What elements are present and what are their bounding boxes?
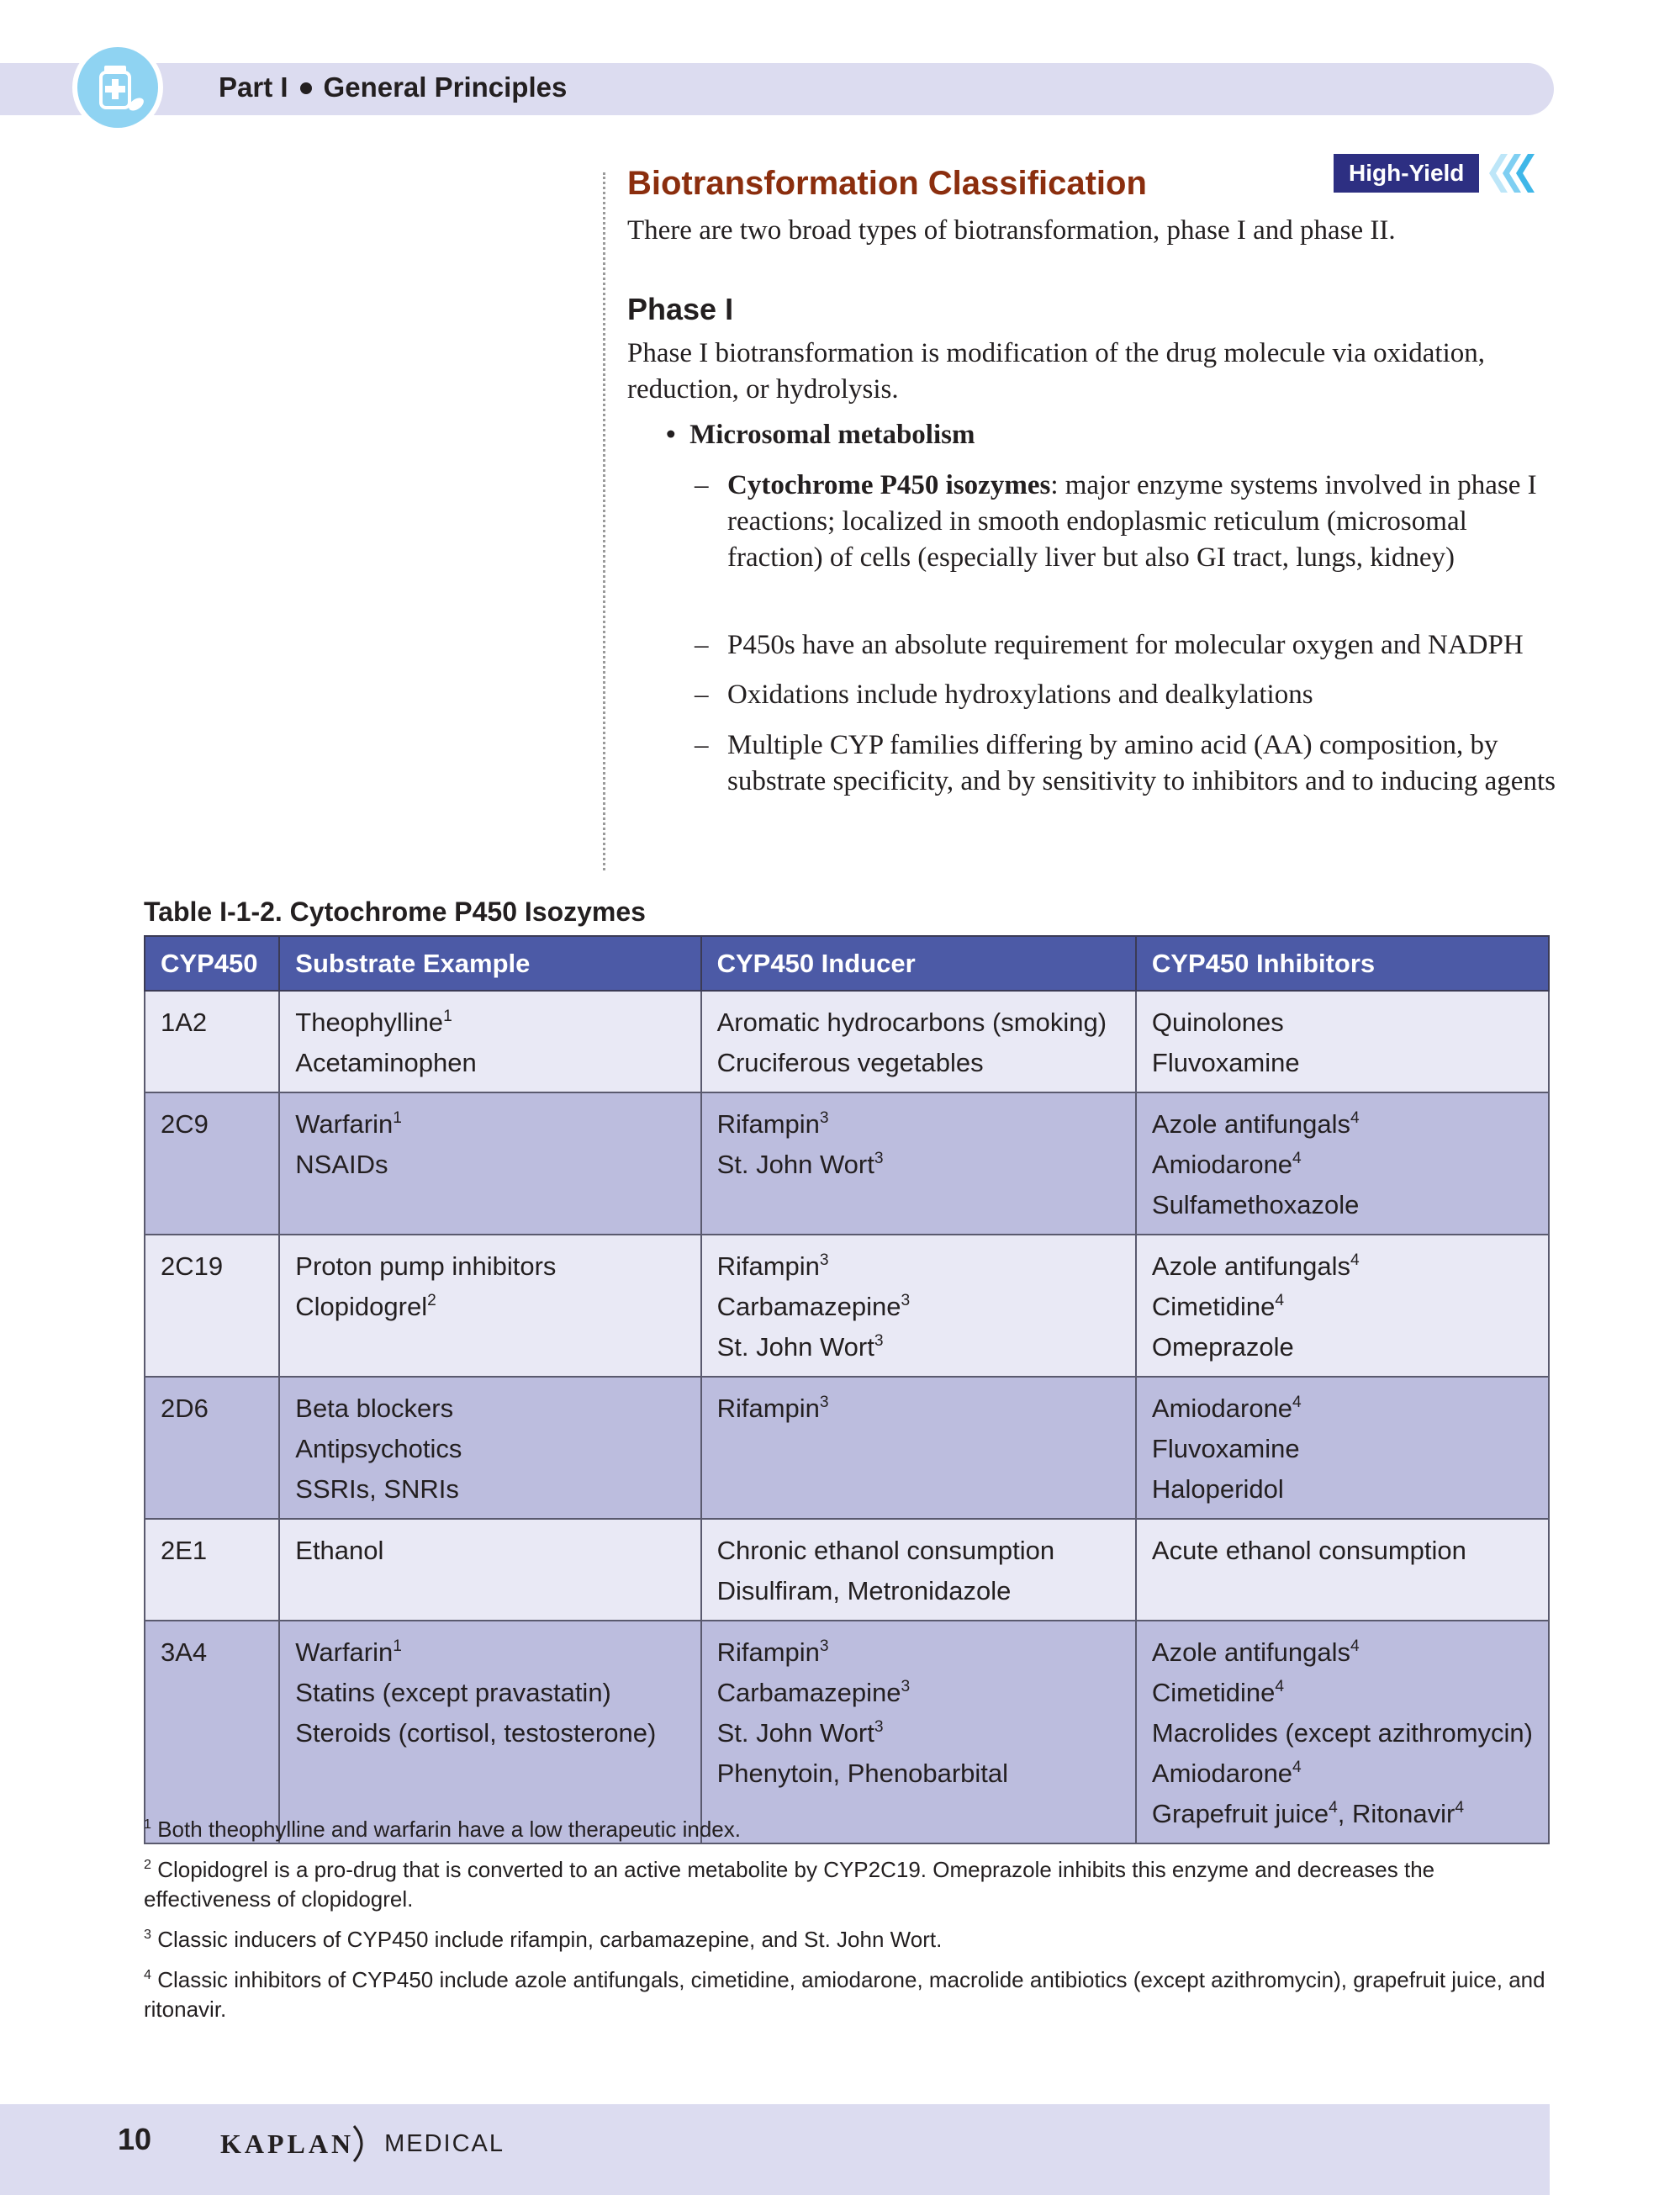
- substrates-cell: [279, 1377, 700, 1519]
- cell-text: Grapefruit juice: [1151, 1799, 1329, 1828]
- cell-text: Warfarin: [295, 1109, 394, 1139]
- cell-line: [717, 1673, 1120, 1713]
- cell-text: Aromatic hydrocarbons (smoking): [716, 1008, 1107, 1037]
- substrates-cell: [279, 1092, 700, 1235]
- cell-text: Omeprazole: [1151, 1332, 1294, 1362]
- substrates-cell: [279, 1235, 700, 1377]
- footnote-text: Classic inhibitors of CYP450 include azole antifungals, cimetidine, amiodarone, macrolide antibiotics (except azithromycin), grapefruit juice, and ritonavir.: [144, 1967, 1545, 2022]
- footnote-text: Both theophylline and warfarin have a low therapeutic index.: [157, 1817, 741, 1842]
- cell-line: [295, 1632, 684, 1673]
- inducers-cell: [701, 1235, 1136, 1377]
- cell-line: [295, 1388, 684, 1429]
- dash-item: – Oxidations include hydroxylations and dealkylations: [695, 677, 1561, 713]
- cyp-cell: 2C19: [145, 1235, 279, 1377]
- cell-line: [717, 1713, 1120, 1753]
- inhibitors-cell: [1136, 1235, 1549, 1377]
- footnote-ref: 3: [819, 1109, 829, 1128]
- substrates-cell: [279, 1519, 700, 1621]
- high-yield-label: High-Yield: [1334, 154, 1479, 193]
- cell-text: St. John Wort: [716, 1150, 874, 1179]
- brand-swoosh-icon: [352, 2124, 371, 2163]
- bullet-dot-icon: [300, 82, 312, 94]
- inhibitors-cell: [1136, 1377, 1549, 1519]
- table-row: [145, 1377, 1549, 1519]
- table-row: [145, 1519, 1549, 1621]
- table-row: [145, 1621, 1549, 1843]
- footnote-number: 4: [144, 1967, 151, 1983]
- cell-text: Acetaminophen: [295, 1048, 477, 1077]
- inducers-cell: [701, 1519, 1136, 1621]
- substrates-cell: [279, 991, 700, 1092]
- footnote-ref: 4: [1350, 1637, 1360, 1656]
- dash-text: Oxidations include hydroxylations and dealkylations: [727, 680, 1313, 710]
- footnote-text: Clopidogrel is a pro-drug that is converted to an active metabolite by CYP2C19. Omeprazole inhibits this enzyme and decreases the effectiveness of clopidogrel.: [144, 1857, 1435, 1912]
- inducers-cell: [701, 991, 1136, 1092]
- cell-line: [295, 1104, 684, 1145]
- high-yield-badge: [1334, 152, 1536, 194]
- cell-text: Warfarin: [295, 1637, 394, 1667]
- footnote-ref: 4: [1275, 1292, 1285, 1310]
- cell-text: Amiodarone: [1151, 1150, 1293, 1179]
- cell-text: Rifampin: [716, 1251, 820, 1281]
- cell-text: Antipsychotics: [295, 1434, 462, 1463]
- footnote-ref: 3: [901, 1678, 911, 1696]
- cell-text: Fluvoxamine: [1151, 1434, 1300, 1463]
- footnote-ref: 4: [1329, 1799, 1338, 1817]
- column-header: CYP450 Inducer: [701, 936, 1136, 991]
- table-row: [145, 991, 1549, 1092]
- cell-text: Haloperidol: [1151, 1474, 1284, 1504]
- cell-line: [717, 1002, 1120, 1043]
- cell-line: [295, 1673, 684, 1713]
- footnote-ref: 3: [819, 1251, 829, 1270]
- cell-line: [1152, 1327, 1533, 1367]
- cell-line: [295, 1429, 684, 1469]
- footnote-ref: 1: [393, 1109, 402, 1128]
- cell-line: [1152, 1469, 1533, 1510]
- dash-item: – Multiple CYP families differing by amino acid (AA) composition, by substrate specificity, and by sensitivity to inhibitors and to inducing agents: [695, 727, 1561, 800]
- page-number: 10: [118, 2122, 152, 2156]
- cell-text: Carbamazepine: [716, 1292, 901, 1321]
- footnote-ref: 4: [1292, 1150, 1302, 1168]
- phase-heading: Phase I: [627, 292, 734, 326]
- part-title: General Principles: [323, 71, 568, 103]
- bullet-label: Microsomal metabolism: [689, 420, 975, 450]
- footnote-number: 3: [144, 1927, 151, 1943]
- cell-line: [1152, 1753, 1533, 1794]
- cell-line: [1152, 1185, 1533, 1225]
- cell-line: [1152, 1429, 1533, 1469]
- inhibitors-cell: [1136, 1519, 1549, 1621]
- cell-line: [717, 1246, 1120, 1287]
- footnote-ref: 3: [819, 1394, 829, 1412]
- intro-paragraph: There are two broad types of biotransformation, phase I and phase II.: [627, 215, 1396, 246]
- inhibitors-cell: [1136, 991, 1549, 1092]
- cell-text: Quinolones: [1151, 1008, 1284, 1037]
- table-body: [145, 991, 1549, 1843]
- cell-line: [1152, 1531, 1533, 1571]
- cell-text: Chronic ethanol consumption: [716, 1536, 1055, 1565]
- cell-line: [295, 1246, 684, 1287]
- column-header: CYP450 Inhibitors: [1136, 936, 1549, 991]
- cell-text: Rifampin: [716, 1394, 820, 1423]
- cell-line: [717, 1327, 1120, 1367]
- section-title: Biotransformation Classification: [627, 165, 1147, 202]
- footnote: [144, 1925, 1550, 1954]
- dash-text: Multiple CYP families differing by amino acid (AA) composition, by substrate specificity, and by sensitivity to inhibitors and to inducing agents: [727, 730, 1556, 796]
- footnote-ref: 3: [874, 1718, 884, 1737]
- medicine-bottle-icon: [72, 42, 163, 133]
- inhibitors-cell: [1136, 1092, 1549, 1235]
- phase-description: Phase I biotransformation is modification of the drug molecule via oxidation, reduction, or hydrolysis.: [627, 338, 1486, 405]
- cell-line: [1152, 1673, 1533, 1713]
- cell-line: [1152, 1246, 1533, 1287]
- bullet-dot: •: [666, 420, 676, 450]
- cell-line: [717, 1388, 1120, 1429]
- chevrons-left-icon: [1482, 152, 1536, 194]
- cell-line: [1152, 1713, 1533, 1753]
- footnote: [144, 1965, 1550, 2024]
- bullet-item: [666, 417, 975, 453]
- cell-text: Macrolides (except azithromycin): [1151, 1718, 1533, 1748]
- cyp-cell: 3A4: [145, 1621, 279, 1843]
- cell-line: [717, 1145, 1120, 1185]
- cell-text: Statins (except pravastatin): [295, 1678, 611, 1707]
- cell-text: St. John Wort: [716, 1718, 874, 1748]
- cell-line: [717, 1632, 1120, 1673]
- header-breadcrumb: [219, 71, 567, 103]
- footnote-ref: 1: [443, 1008, 452, 1026]
- column-header: Substrate Example: [279, 936, 700, 991]
- cell-text: Ethanol: [295, 1536, 384, 1565]
- footnote-ref: 4: [1292, 1394, 1302, 1412]
- footnote-number: 2: [144, 1857, 151, 1873]
- cell-text: Rifampin: [716, 1109, 820, 1139]
- footnote-ref: 2: [427, 1292, 436, 1310]
- cell-text: Theophylline: [295, 1008, 444, 1037]
- brand-sub: MEDICAL: [384, 2129, 505, 2157]
- dash-item: – P450s have an absolute requirement for molecular oxygen and NADPH: [695, 627, 1561, 664]
- cell-text: , Ritonavir: [1337, 1799, 1455, 1828]
- cell-text: Rifampin: [716, 1637, 820, 1667]
- cell-text: Amiodarone: [1151, 1394, 1293, 1423]
- cell-line: [295, 1145, 684, 1185]
- cell-line: [1152, 1002, 1533, 1043]
- cell-line: [717, 1753, 1120, 1794]
- cell-text: Azole antifungals: [1151, 1251, 1350, 1281]
- cell-text: Acute ethanol consumption: [1151, 1536, 1466, 1565]
- cell-text: Cimetidine: [1151, 1678, 1276, 1707]
- footnote-ref: 4: [1350, 1109, 1360, 1128]
- footnote-ref: 4: [1455, 1799, 1465, 1817]
- footnote-ref: 3: [819, 1637, 829, 1656]
- part-label: Part I: [219, 71, 288, 103]
- footnote-ref: 4: [1350, 1251, 1360, 1270]
- cell-line: [1152, 1632, 1533, 1673]
- cyp-cell: 2D6: [145, 1377, 279, 1519]
- cell-text: Steroids (cortisol, testosterone): [295, 1718, 657, 1748]
- inducers-cell: [701, 1092, 1136, 1235]
- footnote: [144, 1855, 1550, 1914]
- footnotes: [144, 1815, 1550, 2035]
- cell-text: Proton pump inhibitors: [295, 1251, 557, 1281]
- cell-text: Beta blockers: [295, 1394, 454, 1423]
- inducers-cell: [701, 1377, 1136, 1519]
- cell-text: Cimetidine: [1151, 1292, 1276, 1321]
- table-caption: Table I-1-2. Cytochrome P450 Isozymes: [144, 897, 646, 927]
- column-header: CYP450: [145, 936, 279, 991]
- inhibitors-cell: [1136, 1621, 1549, 1843]
- cell-text: St. John Wort: [716, 1332, 874, 1362]
- cell-line: [295, 1713, 684, 1753]
- footnote-number: 1: [144, 1817, 151, 1833]
- cell-line: [295, 1002, 684, 1043]
- cell-line: [295, 1469, 684, 1510]
- cell-text: NSAIDs: [295, 1150, 388, 1179]
- inducers-cell: [701, 1621, 1136, 1843]
- cyp450-table: [144, 935, 1550, 1844]
- cell-line: [717, 1287, 1120, 1327]
- cell-text: Phenytoin, Phenobarbital: [716, 1759, 1009, 1788]
- brand-name: KAPLAN: [220, 2128, 355, 2159]
- cell-text: Amiodarone: [1151, 1759, 1293, 1788]
- table-header-row: [145, 936, 1549, 991]
- footnote-ref: 1: [393, 1637, 402, 1656]
- cell-line: [1152, 1145, 1533, 1185]
- footnote: [144, 1815, 1550, 1844]
- footnote-text: Classic inducers of CYP450 include rifampin, carbamazepine, and St. John Wort.: [157, 1927, 943, 1952]
- footnote-ref: 4: [1275, 1678, 1285, 1696]
- cyp-cell: 2C9: [145, 1092, 279, 1235]
- cell-text: SSRIs, SNRIs: [295, 1474, 459, 1504]
- table-row: [145, 1092, 1549, 1235]
- cyp-cell: 1A2: [145, 991, 279, 1092]
- cell-line: [717, 1571, 1120, 1611]
- cyp-description: : major enzyme systems involved in phase I reactions; localized in smooth endoplasmic reticulum (microsomal fraction) of cells (especially liver but also GI tract, lungs, kidney): [727, 470, 1537, 573]
- kaplan-medical-logo: [220, 2124, 505, 2163]
- cell-line: [717, 1043, 1120, 1083]
- column-divider: [603, 172, 605, 870]
- cell-line: [295, 1287, 684, 1327]
- cell-line: [1152, 1104, 1533, 1145]
- footnote-ref: 3: [901, 1292, 911, 1310]
- cell-text: Azole antifungals: [1151, 1109, 1350, 1139]
- cell-line: [717, 1531, 1120, 1571]
- footnote-ref: 3: [874, 1150, 884, 1168]
- cell-text: Azole antifungals: [1151, 1637, 1350, 1667]
- table-row: [145, 1235, 1549, 1377]
- cyp-cell: 2E1: [145, 1519, 279, 1621]
- substrates-cell: [279, 1621, 700, 1843]
- cyp-term: Cytochrome P450 isozymes: [727, 470, 1051, 500]
- footnote-ref: 3: [874, 1332, 884, 1351]
- cell-line: [717, 1104, 1120, 1145]
- cell-text: Disulfiram, Metronidazole: [716, 1576, 1012, 1605]
- cell-text: Sulfamethoxazole: [1151, 1190, 1360, 1219]
- cell-line: [1152, 1388, 1533, 1429]
- cell-text: Clopidogrel: [295, 1292, 428, 1321]
- cell-text: Carbamazepine: [716, 1678, 901, 1707]
- dash-item-cyp: – Cytochrome P450 isozymes: major enzyme systems involved in phase I reactions; localized in smooth endoplasmic reticulum (microsomal fraction) of cells (especially liver but also GI tract, lungs, kidney): [695, 470, 1537, 573]
- cell-text: Cruciferous vegetables: [716, 1048, 984, 1077]
- cell-line: [1152, 1043, 1533, 1083]
- cell-text: Fluvoxamine: [1151, 1048, 1300, 1077]
- cell-line: [1152, 1287, 1533, 1327]
- footnote-ref: 4: [1292, 1759, 1302, 1777]
- cell-line: [295, 1043, 684, 1083]
- dash-text: P450s have an absolute requirement for molecular oxygen and NADPH: [727, 630, 1524, 660]
- cell-line: [295, 1531, 684, 1571]
